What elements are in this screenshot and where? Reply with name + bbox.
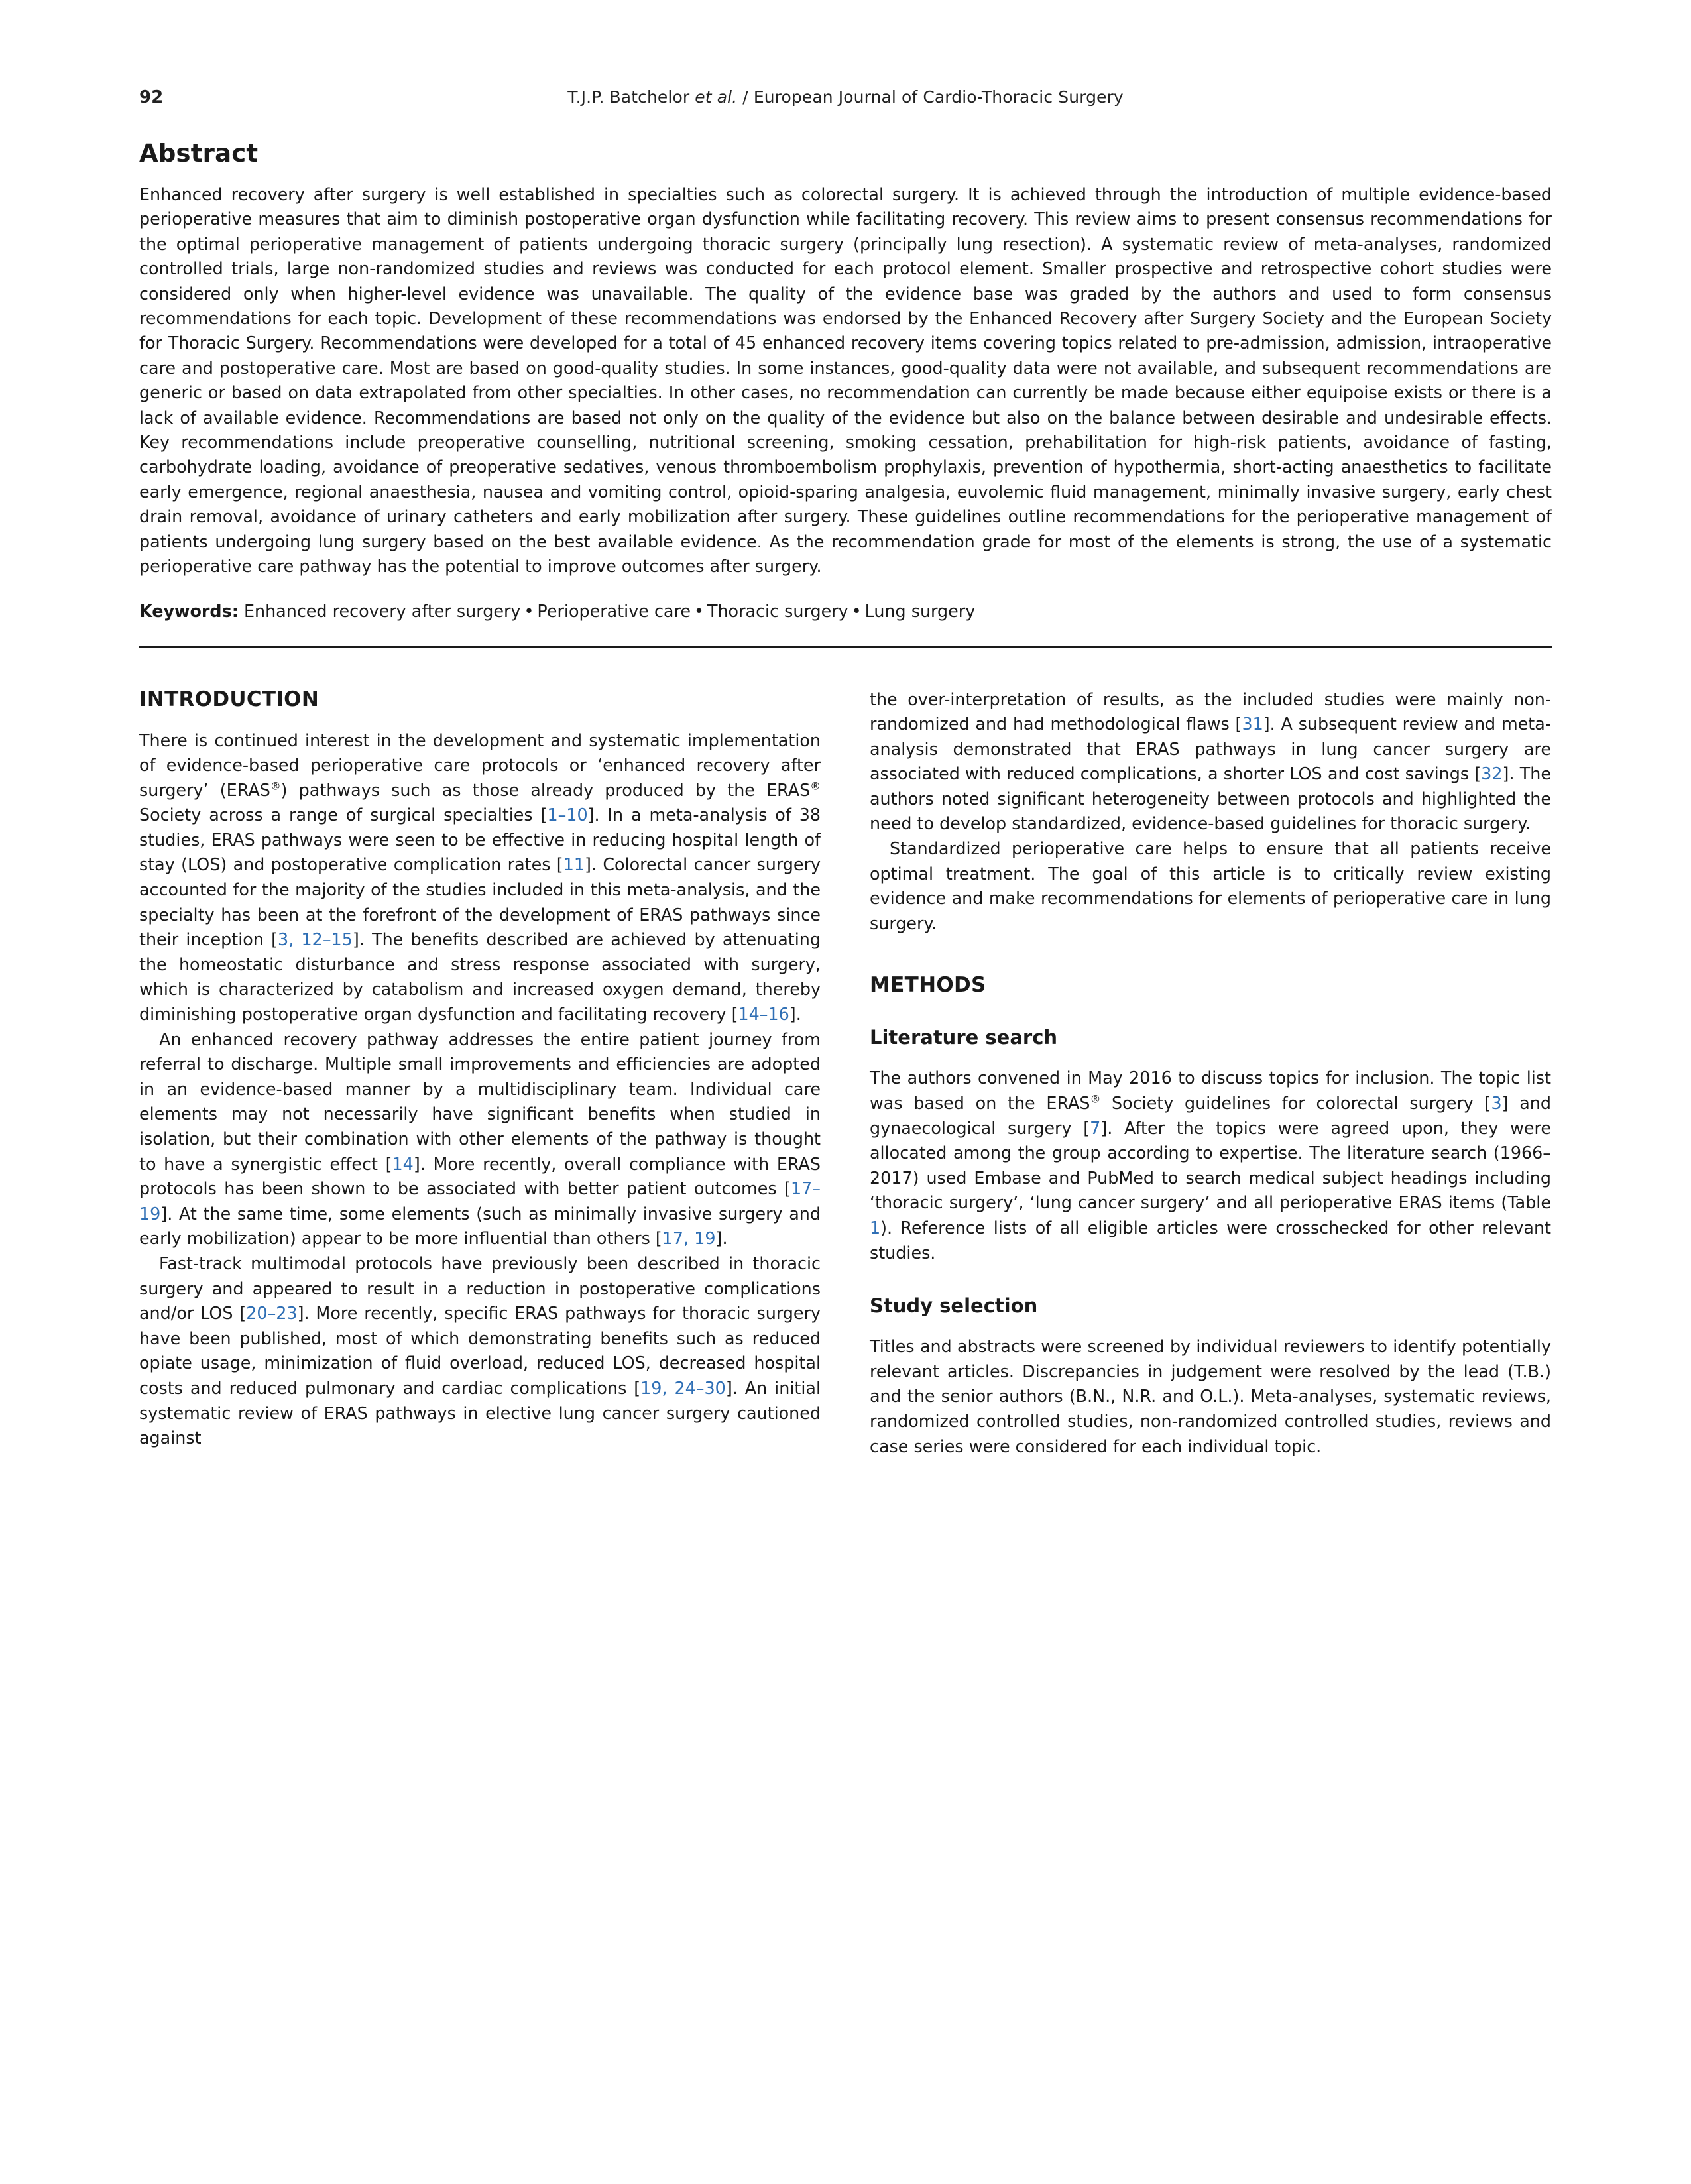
registered-mark: ® (810, 779, 821, 793)
citation-link[interactable]: 14 (392, 1153, 414, 1174)
text-run: ]. More recently, specific ERAS pathways for thoracic surgery have been published, most of which demonstrating benefits such as reduced opiate usage, minimization of fluid overload, reduced LOS, decreased hospital costs and reduced pulmonary and cardiac complications [ (139, 1303, 821, 1398)
citation-link[interactable]: 14–16 (738, 1004, 789, 1025)
keywords-line (139, 599, 1552, 624)
horizontal-divider (139, 646, 1552, 648)
text-run: ]. The benefits described are achieved by attenuating the homeostatic disturbance and stress response associated with surgery, which is characterized by catabolism and increased oxygen demand, thereby diminishing postoperative organ dysfunction and facilitating recovery [ (139, 929, 821, 1025)
citation-link[interactable]: 7 (1090, 1118, 1101, 1138)
keyword-1: Enhanced recovery after surgery (243, 601, 521, 621)
registered-mark: ® (1090, 1092, 1101, 1106)
text-run: Society guidelines for colorectal surgery [ (1100, 1093, 1491, 1114)
text-run: the over-interpretation of results, as the included studies were mainly non-randomized and had methodological flaws [ (870, 689, 1551, 734)
subsection-heading-literature-search: Literature search (870, 1026, 1058, 1049)
citation-link[interactable]: 17, 19 (662, 1228, 716, 1249)
section-heading-methods: METHODS (870, 973, 986, 998)
text-run: Fast-track multimodal protocols have previously been described in thoracic surgery and appeared to result in a reduction in postoperative complications and/or LOS [ (139, 1253, 821, 1324)
citation-link[interactable]: 3 (1491, 1093, 1502, 1114)
text-run: ]. An initial systematic review of ERAS pathways in elective lung cancer surgery cautioned against (139, 1377, 821, 1448)
text-run: Society across a range of surgical specialties [ (139, 805, 548, 825)
text-run: ]. A subsequent review and meta-analysis demonstrated that ERAS pathways in lung cancer surgery are associated with reduced complications, a shorter LOS and cost savings [ (870, 714, 1551, 784)
text-run: ]. After the topics were agreed upon, they were allocated among the group according to expertise. The literature search (1966–2017) used Embase and PubMed to search medical subject headings including ‘thoracic surgery’, ‘lung cancer surgery’ and all perioperative ERAS items (Table (870, 1118, 1551, 1213)
keyword-separator-icon: • (851, 601, 862, 621)
text-run: ] and gynaecological surgery [ (870, 1093, 1552, 1138)
table-reference-link[interactable]: 1 (870, 1218, 881, 1237)
citation-link[interactable]: 31 (1242, 714, 1263, 734)
text-run: The authors convened in May 2016 to discuss topics for inclusion. The topic list was based on the ERAS (870, 1068, 1551, 1114)
section-heading-introduction: INTRODUCTION (139, 687, 320, 711)
intro-paragraph-1 (139, 728, 821, 1027)
study-selection-paragraph: Titles and abstracts were screened by individual reviewers to identify potentially relevant articles. Discrepancies in judgement were resolved by the lead (T.B.) and the senior authors (B.N., N.R. and O.L.). Meta-analyses, systematic reviews, randomized controlled studies, non-randomized controlled studies, reviews and case series were considered for each individual topic. (870, 1336, 1551, 1456)
abstract-heading: Abstract (139, 139, 259, 168)
text-run: ). Reference lists of all eligible articles were crosschecked for other relevant studies. (870, 1218, 1551, 1263)
text-run: ]. Colorectal cancer surgery accounted for the majority of the studies included in this meta-analysis, and the specialty has been at the forefront of the development of ERAS pathways since their inception [ (139, 854, 821, 950)
text-run: ) pathways such as those already produced by the ERAS (280, 779, 811, 800)
keywords-label: Keywords: (139, 601, 239, 621)
running-head-title (219, 87, 1552, 107)
running-head (139, 0, 1552, 107)
citation-link[interactable]: 17–19 (139, 1178, 821, 1224)
citation-link[interactable]: 12–15 (301, 929, 353, 950)
text-run: An enhanced recovery pathway addresses the entire patient journey from referral to discharge. Multiple small improvements and efficiencies are adopted in an evidence-based manner by a multidisciplinary team. Individual care elements may not necessarily have significant benefits when studied in isolation, but their combination with other elements of the pathway is thought to have a synergistic effect [ (139, 1029, 821, 1174)
subsection-heading-study-selection: Study selection (870, 1294, 1038, 1318)
intro-paragraph-3 (139, 1251, 821, 1451)
running-head-authors: T.J.P. Batchelor (567, 87, 695, 107)
citation-link[interactable]: 1–10 (547, 805, 588, 825)
text-run: ]. In a meta-analysis of 38 studies, ERAS pathways were seen to be effective in reducing hospital length of stay (LOS) and postoperative complication rates [ (139, 805, 821, 875)
page-number: 92 (139, 87, 164, 107)
citation-link[interactable]: 11 (563, 854, 585, 875)
intro-paragraph-2 (139, 1027, 821, 1251)
running-head-journal: / European Journal of Cardio-Thoracic Surgery (737, 87, 1124, 107)
running-head-etal: et al. (695, 87, 738, 107)
keyword-4: Lung surgery (864, 601, 976, 621)
abstract-text: Enhanced recovery after surgery is well established in specialties such as colorectal surgery. It is achieved through the introduction of multiple evidence-based perioperative measures that aim to diminish postoperative organ dysfunction while facilitating recovery. This review aims to present consensus recommendations for the optimal perioperative management of patients undergoing thoracic surgery (principally lung resection). A systematic review of meta-analyses, randomized controlled trials, large non-randomized studies and reviews was conducted for each protocol element. Smaller prospective and retrospective cohort studies were considered only when higher-level evidence was unavailable. The quality of the evidence base was graded by the authors and used to form consensus recommendations for each topic. Development of these recommendations was endorsed by the Enhanced Recovery after Surgery Society and the European Society for Thoracic Surgery. Recommendations were developed for a total of 45 enhanced recovery items covering topics related to pre-admission, admission, intraoperative care and postoperative care. Most are based on good-quality studies. In some instances, good-quality data were not available, and subsequent recommendations are generic or based on data extrapolated from other specialties. In other cases, no recommendation can currently be made because either equipoise exists or there is a lack of available evidence. Recommendations are based not only on the quality of the evidence but also on the balance between desirable and undesirable effects. Key recommendations include preoperative counselling, nutritional screening, smoking cessation, prehabilitation for high-risk patients, avoidance of fasting, carbohydrate loading, avoidance of preoperative sedatives, venous thromboembolism prophylaxis, prevention of hypothermia, short-acting anaesthetics to facilitate early emergence, regional anaesthesia, nausea and vomiting control, opioid-sparing analgesia, euvolemic fluid management, minimally invasive surgery, early chest drain removal, avoidance of urinary catheters and early mobilization after surgery. These guidelines outline recommendations for the perioperative management of patients undergoing lung surgery based on the best available evidence. As the recommendation grade for most of the elements is strong, the use of a systematic perioperative care pathway has the potential to improve outcomes after surgery. (139, 184, 1552, 577)
citation-link[interactable]: 3, (278, 929, 302, 950)
citation-link[interactable]: 20–23 (246, 1303, 298, 1324)
right-paragraph-2: Standardized perioperative care helps to ensure that all patients receive optimal treatment. The goal of this article is to critically review existing evidence and make recommendations for elements of perioperative care in lung surgery. (870, 838, 1551, 933)
text-run: ]. More recently, overall compliance with ERAS protocols has been shown to be associated with better patient outcomes [ (139, 1153, 821, 1199)
literature-search-paragraph (870, 1066, 1551, 1265)
keyword-separator-icon: • (693, 601, 704, 621)
citation-link[interactable]: 19, 24–30 (640, 1377, 726, 1398)
right-column (870, 687, 1551, 1460)
registered-mark: ® (270, 779, 281, 793)
text-run: There is continued interest in the development and systematic implementation of evidence-based perioperative care protocols or ‘enhanced recovery after surgery’ (ERAS (139, 730, 821, 800)
keyword-3: Thoracic surgery (707, 601, 848, 621)
left-column (139, 687, 821, 1460)
abstract-section (139, 139, 1552, 648)
keyword-separator-icon: • (524, 601, 534, 621)
citation-link[interactable]: 32 (1481, 764, 1503, 784)
keyword-2: Perioperative care (537, 601, 691, 621)
text-run: ]. At the same time, some elements (such as minimally invasive surgery and early mobilization) appear to be more influential than others [ (139, 1203, 821, 1249)
text-run: ]. The authors noted significant heterogeneity between protocols and highlighted the need to develop standardized, evidence-based guidelines for thoracic surgery. (870, 764, 1551, 834)
right-paragraph-1 (870, 687, 1551, 837)
text-run: ]. (789, 1004, 801, 1025)
body-columns (139, 687, 1552, 1460)
text-run: ]. (715, 1228, 728, 1249)
